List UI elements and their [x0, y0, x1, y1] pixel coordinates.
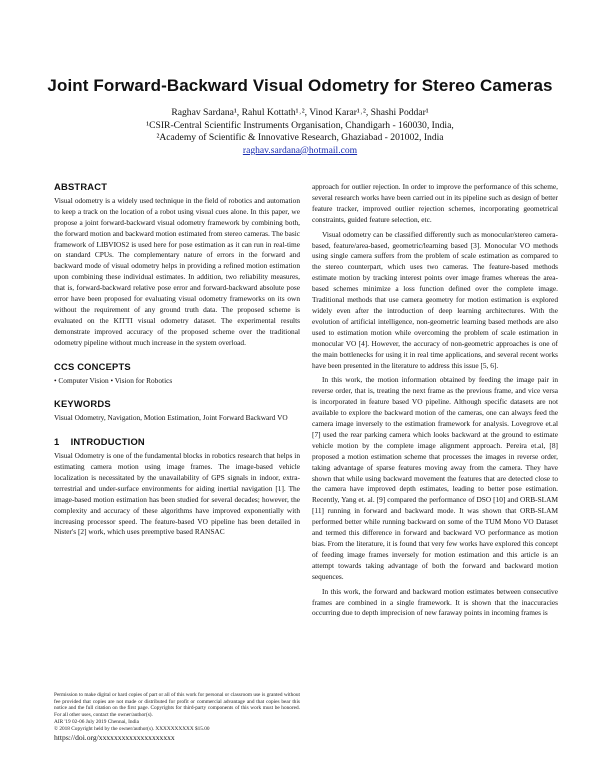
keywords-heading: KEYWORDS [54, 398, 111, 410]
doi-link[interactable]: https://doi.org/xxxxxxxxxxxxxxxxxxxx [54, 733, 175, 743]
affiliation-2: ²Academy of Scientific & Innovative Research, Ghaziabad - 201002, India [156, 132, 444, 144]
ccs-text: • Computer Vision • Vision for Robotics [54, 375, 173, 385]
paper-title: Joint Forward-Backward Visual Odometry for Stereo Cameras [47, 76, 553, 95]
introduction-paragraph: Visual Odometry is one of the fundamental blocks in robotics research that helps in estimating camera motion using image frames. The image-based vehicle localization is necessitated by the unavailability of GPS signals in indoor, extra-terrestrial and under-surface environments for aiding inertial navigation [1]. The image-based motion estimation has been studied for several decades; however, the complexity and accuracy of these algorithms have improved exponentially with increasing processor speed. The feature-based VO pipeline has been detailed in Nister's [2] work, which uses preemptive based RANSAC [54, 451, 300, 537]
affiliation-1: ¹CSIR-Central Scientific Instruments Organisation, Chandigarh - 160030, India, [146, 119, 454, 131]
right-paragraph-4: In this work, the forward and backward motion estimates between consecutive frames are combined in a single framework. It is shown that the inaccuracies occurring due to depth imprecision of new faraway points in incoming frames is [312, 586, 558, 618]
conference-line: AIR '19 02-06 July 2019 Chennai, India [54, 718, 139, 725]
right-paragraph-1: approach for outlier rejection. In order to improve the performance of this scheme, several research works have been carried out in its pipeline such as design of better feature tracker, improved outlier rejection schemes, incorporating geometrical constraints, guided feature selection, etc. [312, 182, 558, 224]
author-names: Raghav Sardana¹, Rahul Kottath¹˒², Vinod Karar¹˒², Shashi Poddar¹ [171, 107, 429, 118]
abstract-heading: ABSTRACT [54, 181, 108, 192]
abstract-text: Visual odometry is a widely used technique in the field of robotics and automation to keep a track on the location of a robot using visual cues alone. In this paper, we propose a joint forward-backward visual odometry framework by combining both, the forward motion and backward motion estimated from stereo cameras. The basic framework of LIBVIOS2 is used here for pose estimation as it can run in real-time on standard CPUs. The complementary nature of errors in the forward and backward mode of visual odometry helps in providing a refined motion estimation upon combining these individual estimates. In addition, two reliability measures, that is, forward-backward relative pose error and forward-backward absolute pose error have been proposed for evaluating visual odometry frameworks on its own without the requirement of any ground truth data. The proposed scheme is evaluated on the KITTI visual odometry dataset. The experimental results demonstrate improved accuracy of the proposed scheme over the traditional odometry pipeline without much increase in the system overload. [54, 195, 300, 347]
permission-notice: Permission to make digital or hard copies of part or all of this work for personal or classroom use is granted without fee provided that copies are not made or distributed for profit or commercial advantage and that copies bear this notice and the full citation on the first page. Copyrights for third-party components of this work must be honored. For all other uses, contact the owner/author(s). [54, 692, 300, 719]
left-column [54, 182, 300, 542]
right-paragraph-3: In this work, the motion information obtained by feeding the image pair in reverse order, that is, treating the next frame as the previous frame, and vice versa is incorporated in feature based VO pipeline. Although specific datasets are not available to explore the backward motion of the cameras, one can always feed the camera image inversely to the estimation framework for analysis. Lovegrove et.al [7] used the rear parking camera which looks backward at the ground to estimate vehicle motion by the complete image alignment approach. Pereira et.al, [8] proposed a motion estimation scheme that processes the images in reverse order, taking advantage of sparse features moving away from the camera. They have shown that while using backward movement the features that are detected close to the camera have improved depth estimates, leading to better pose estimation. Recently, Yang et. al. [9] compared the performance of DSO [10] and ORB-SLAM [11] running in forward and backward mode. It was shown that ORB-SLAM performed better while running backward on some of the TUM Mono VO Dataset and termed this difference in forward and backward VO performance as motion bias. From the literature, it is found that very few works have explored this concept of feeding image frames inversely for motion estimation and this article is an attempt towards taking advantage of both the forward and backward motion sequences. [312, 375, 558, 581]
ccs-heading: CCS CONCEPTS [54, 360, 131, 372]
keywords-text: Visual Odometry, Navigation, Motion Estimation, Joint Forward Backward VO [54, 413, 288, 423]
introduction-heading: 1 INTRODUCTION [54, 436, 145, 448]
copyright-line: © 2018 Copyright held by the owner/author(s). XXXXXXXXXX $15.00 [54, 725, 210, 732]
author-email-link[interactable]: raghav.sardana@hotmail.com [242, 144, 358, 156]
author-block [40, 107, 560, 157]
right-paragraph-2: Visual odometry can be classified differently such as monocular/stereo camera-based, feature/area-based, geometric/learning based [3]. Monocular VO methods using single camera suffers from the problem of scale estimation as compared to the stereo counterpart, which uses two cameras. The feature-based methods estimate motion by tracking interest points over image frames whereas the area-based schemes minimize a loss function defined over the complete image. Traditional methods that use camera geometry for motion estimation is explored widely even after the introduction of deep learning architectures. With the evolution of artificial intelligence, non-geometric learning based methods are also used to estimation motion while overcoming the problem of scale estimation in monocular VO [4]. However, the accuracy of non-geometric approaches is one of the main bottlenecks for using it in real time applications, and several recent works have been presented in the literature to address this issue [5, 6]. [312, 229, 558, 370]
copyright-footnote [54, 692, 300, 743]
right-column [312, 182, 558, 623]
